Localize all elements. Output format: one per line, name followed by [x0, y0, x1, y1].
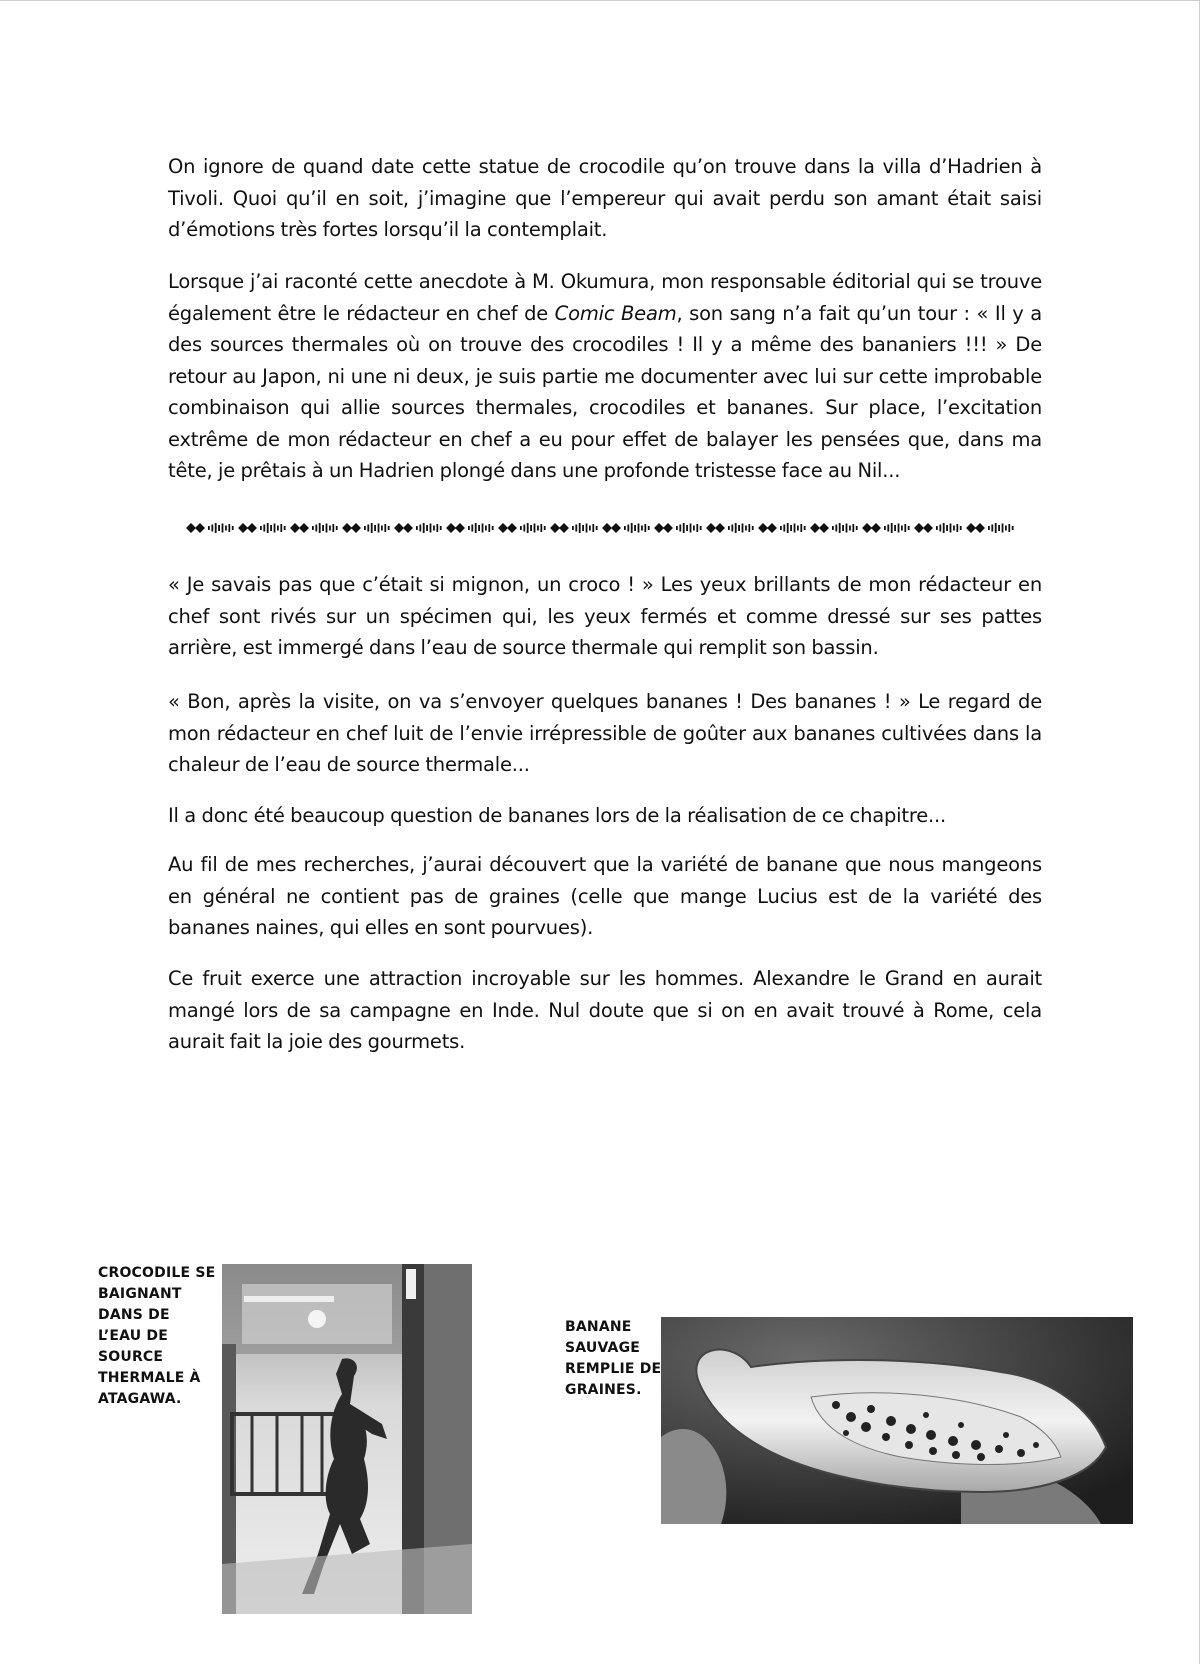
separator-ornament	[810, 523, 858, 533]
paragraph-okumura-part2: , son sang n’a fait qu’un tour : « Il y a des sources thermales où on trouve des crocodiles ! Il y a même des bananiers !!! » De retour au Japon, ni une ni deux, je suis partie me documenter avec lui sur cette improbable combinaison qui allie sources thermales, crocodiles et bananes. Sur place, l’excitation extrême de mon rédacteur en chef a eu pour effet de balayer les pensées que, dans ma tête, je prêtais à un Hadrien plongé dans une profonde tristesse face au Nil...	[168, 301, 1042, 482]
separator-ornament	[342, 523, 390, 533]
paragraph-bananas-chapter: Il a donc été beaucoup question de bananes lors de la réalisation de ce chapitre...	[168, 804, 947, 827]
separator-ornament	[550, 523, 598, 533]
separator-ornament	[966, 523, 1014, 533]
separator-ornament	[758, 523, 806, 533]
separator-ornament	[446, 523, 494, 533]
separator-ornament	[498, 523, 546, 533]
paragraph-hadrian-statue: On ignore de quand date cette statue de crocodile qu’on trouve dans la villa d’Hadrien à Tivoli. Quoi qu’il en soit, j’imagine que l’empereur qui avait perdu son amant était saisi d’émotions très fortes lorsqu’il la contemplait.	[168, 155, 1042, 241]
separator-ornament	[290, 523, 338, 533]
paragraph-banana-seeds: Au fil de mes recherches, j’aurai découvert que la variété de banane que nous mangeons en général ne contient pas de graines (celle que mange Lucius est de la variété des bananes naines, qui elles en sont pourvues).	[168, 853, 1042, 939]
separator-ornament	[186, 523, 234, 533]
caption-crocodile: CROCODILE SE BAIGNANT DANS DE L’EAU DE SOURCE THERMALE À ATAGAWA.	[98, 1265, 216, 1407]
paragraph-bananas-visit: « Bon, après la visite, on va s’envoyer quelques bananes ! Des bananes ! » Le regard de mon rédacteur en chef luit de l’envie irrépressible de goûter aux bananes cultivées dans la chaleur de l’eau de source thermale...	[168, 690, 1042, 776]
separator-ornament	[238, 523, 286, 533]
separator-ornament	[706, 523, 754, 533]
separator-ornament	[602, 523, 650, 533]
banana-photo	[661, 1317, 1133, 1524]
separator-ornament	[654, 523, 702, 533]
crocodile-photo	[222, 1264, 472, 1614]
paragraph-okumura-part1: Lorsque j’ai raconté cette anecdote à M. Okumura, mon responsable éditorial qui se trouve également être le rédacteur en chef de	[168, 270, 1042, 325]
decorative-separator	[184, 517, 1042, 539]
caption-banana: BANANE SAUVAGE REMPLIE DE GRAINES.	[565, 1319, 662, 1398]
separator-ornament	[914, 523, 962, 533]
paragraph-okumura-anecdote	[168, 266, 1042, 487]
magazine-title: Comic Beam	[554, 301, 677, 325]
separator-ornament	[862, 523, 910, 533]
paragraph-alexander: Ce fruit exerce une attraction incroyable sur les hommes. Alexandre le Grand en aurait mangé lors de sa campagne en Inde. Nul doute que si on en avait trouvé à Rome, cela aurait fait la joie des gourmets.	[168, 967, 1042, 1053]
paragraph-cute-croco: « Je savais pas que c’était si mignon, un croco ! » Les yeux brillants de mon rédacteur en chef sont rivés sur un spécimen qui, les yeux fermés et comme dressé sur ses pattes arrière, est immergé dans l’eau de source thermale qui remplit son bassin.	[168, 573, 1042, 659]
separator-ornament	[394, 523, 442, 533]
